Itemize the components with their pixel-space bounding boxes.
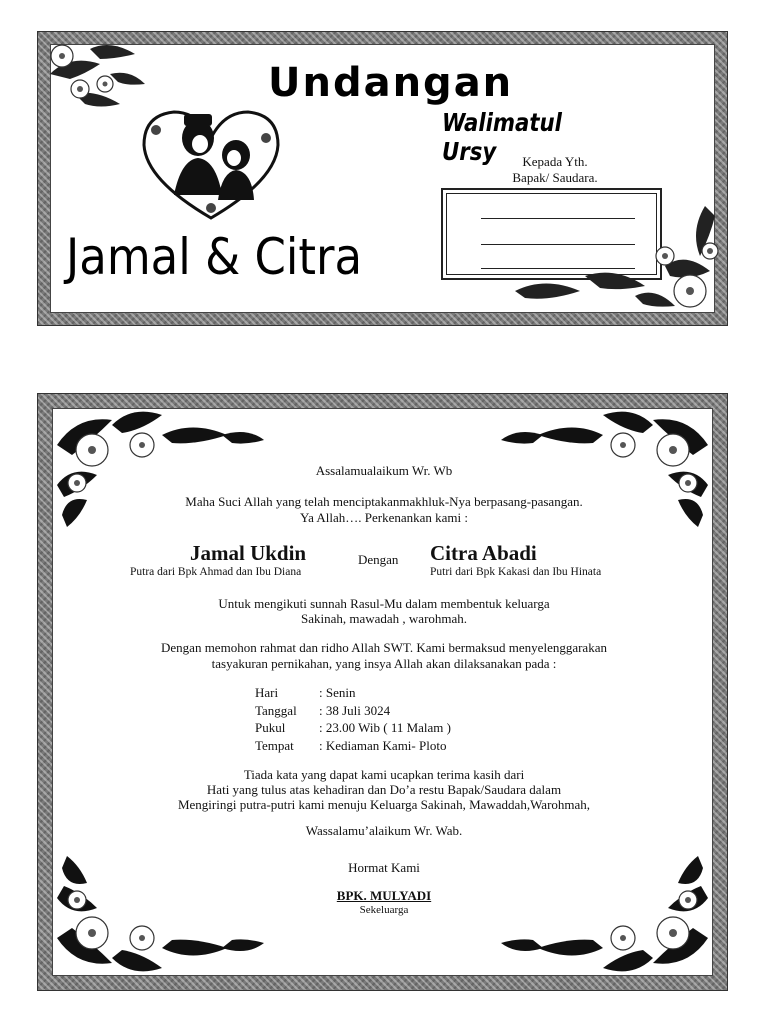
cover-subtitle: Walimatul Ursy [442,108,562,166]
closing-salam: Wassalamu’alaikum Wr. Wab. [305,823,463,838]
addressee-line-2: Bapak/ Saudara. [512,170,598,185]
detail-row-day [255,685,355,701]
addressee-heading [480,154,630,186]
detail-label: Hari [255,685,279,700]
groom-name: Jamal Ukdin [190,541,307,565]
thanks-line-3: Mengiringi putra-putri kami menuju Keluarga Sakinah, Mawaddah,Warohmah, [177,797,591,812]
regards-text: Hormat Kami [348,860,420,875]
addressee-line-1: Kepada Yth. [522,154,588,169]
detail-label: Tanggal [255,703,297,718]
intent-line-2: tasyakuran pernikahan, yang insya Allah akan dilaksanakan pada : [211,656,557,671]
praise-line-1: Maha Suci Allah yang telah menciptakanmakhluk-Nya berpasang-pasangan. [185,494,583,509]
detail-label: Pukul [255,720,286,735]
groom-parents: Putra dari Bpk Ahmad dan Ibu Diana [130,566,302,578]
praise-line-2: Ya Allah…. Perkenankan kami : [299,510,469,525]
sunnah-line-2: Sakinah, mawadah , warohmah. [300,611,468,626]
intent-line-1: Dengan memohon rahmat dan ridho Allah SWT. Kami bermaksud menyelenggarakan [161,640,607,655]
couple-heart-illustration [136,100,286,225]
detail-value: : Senin [319,685,356,700]
detail-row-place [255,738,446,754]
thanks-line-2: Hati yang tulus atas kehadiran dan Do’a restu Bapak/Saudara dalam [206,782,562,797]
signatory-name: BPK. MULYADI [336,888,432,903]
bride-name: Citra Abadi [430,541,537,565]
detail-value: : Kediaman Kami- Ploto [319,738,447,753]
greeting: Assalamualaikum Wr. Wb [315,463,453,478]
cover-couple-names: Jamal & Citra [66,228,363,286]
connector-text: Dengan [358,552,399,567]
cover-title: Undangan [268,60,514,106]
detail-value: : 23.00 Wib ( 11 Malam ) [319,720,451,735]
thanks-line-1: Tiada kata yang dapat kami ucapkan terima kasih dari [243,767,525,782]
detail-label: Tempat [255,738,294,753]
bride-parents: Putri dari Bpk Kakasi dan Ibu Hinata [430,566,602,578]
sunnah-line-1: Untuk mengikuti sunnah Rasul-Mu dalam membentuk keluarga [218,596,550,611]
floral-corner-top-left-icon [40,34,150,124]
detail-row-time [255,720,451,736]
detail-value: : 38 Juli 3024 [319,703,391,718]
signatory-subtitle: Sekeluarga [359,904,409,916]
detail-row-date [255,703,390,719]
floral-corner-bottom-right-icon [505,196,727,324]
